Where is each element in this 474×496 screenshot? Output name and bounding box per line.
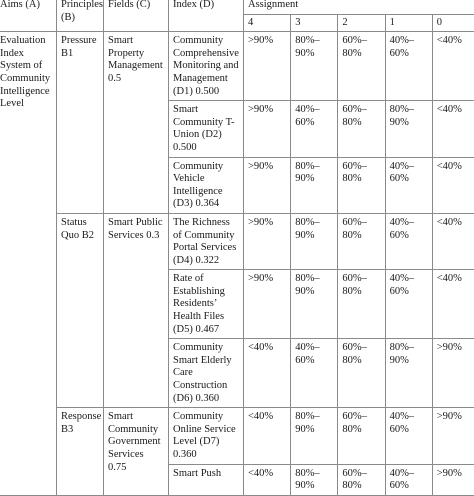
assignment-cell-level-1: 40%–60% [385, 213, 432, 269]
assignment-cell-level-2: 60%–80% [338, 157, 385, 213]
principle-cell: Response B3 [57, 408, 104, 496]
principle-cell: Pressure B1 [57, 32, 104, 214]
assignment-cell-level-2: 60%–80% [338, 270, 385, 339]
header-level-3: 3 [291, 14, 338, 32]
principle-cell: Status Quo B2 [57, 213, 104, 407]
index-cell: Community Vehicle Intelligence (D3) 0.364 [169, 157, 244, 213]
assignment-cell-level-1: 40%–60% [385, 408, 432, 464]
assignment-cell-level-3: 80%–90% [291, 408, 338, 464]
header-level-0: 0 [432, 14, 474, 32]
assignment-cell-level-3: 40%–60% [291, 101, 338, 157]
assignment-cell-level-1: 80%–90% [385, 101, 432, 157]
assignment-cell-level-4: <40% [244, 464, 291, 495]
assignment-cell-level-4: >90% [244, 157, 291, 213]
assignment-cell-level-1: 40%–60% [385, 157, 432, 213]
assignment-cell-level-3: 40%–60% [291, 339, 338, 408]
header-index: Index (D) [169, 0, 244, 32]
assignment-cell-level-4: >90% [244, 101, 291, 157]
assignment-cell-level-1: 80%–90% [385, 339, 432, 408]
index-cell: Smart Community T-Union (D2) 0.500 [169, 101, 244, 157]
assignment-cell-level-0: <40% [432, 32, 474, 101]
header-row [0, 0, 474, 14]
header-aims: Aims (A) [0, 0, 57, 32]
assignment-cell-level-0: <40% [432, 101, 474, 157]
assignment-cell-level-2: 60%–80% [338, 408, 385, 464]
index-cell: The Richness of Community Portal Services (D4) 0.322 [169, 213, 244, 269]
header-assignment: Assignment [244, 0, 474, 14]
assignment-cell-level-1: 40%–60% [385, 32, 432, 101]
assignment-cell-level-4: >90% [244, 32, 291, 101]
header-principles: Principles (B) [57, 0, 104, 32]
assignment-cell-level-2: 60%–80% [338, 339, 385, 408]
field-cell: Smart Community Government Services 0.75 [104, 408, 169, 496]
assignment-cell-level-1: 40%–60% [385, 464, 432, 495]
assignment-cell-level-2: 60%–80% [338, 213, 385, 269]
header-level-1: 1 [385, 14, 432, 32]
assignment-cell-level-3: 80%–90% [291, 157, 338, 213]
assignment-cell-level-0: <40% [432, 270, 474, 339]
index-cell: Community Comprehensive Monitoring and Management (D1) 0.500 [169, 32, 244, 101]
assignment-cell-level-0: <40% [432, 157, 474, 213]
assignment-cell-level-0: >90% [432, 339, 474, 408]
index-cell: Smart Push [169, 464, 244, 495]
assignment-cell-level-0: <40% [432, 213, 474, 269]
header-level-2: 2 [338, 14, 385, 32]
table-row [0, 213, 474, 269]
assignment-cell-level-4: >90% [244, 213, 291, 269]
index-cell: Community Online Service Level (D7) 0.360 [169, 408, 244, 464]
header-level-4: 4 [244, 14, 291, 32]
assignment-cell-level-4: <40% [244, 339, 291, 408]
header-fields: Fields (C) [104, 0, 169, 32]
aim-cell: Evaluation Index System of Community Intelligence Level [0, 32, 57, 496]
assignment-cell-level-2: 60%–80% [338, 464, 385, 495]
index-cell: Community Smart Elderly Care Construction (D6) 0.360 [169, 339, 244, 408]
table-row [0, 408, 474, 464]
assignment-cell-level-3: 80%–90% [291, 270, 338, 339]
field-cell: Smart Property Management 0.5 [104, 32, 169, 214]
assignment-cell-level-3: 80%–90% [291, 32, 338, 101]
assignment-cell-level-2: 60%–80% [338, 101, 385, 157]
assignment-cell-level-0: >90% [432, 408, 474, 464]
assignment-cell-level-0: >90% [432, 464, 474, 495]
assignment-cell-level-1: 40%–60% [385, 270, 432, 339]
assignment-cell-level-2: 60%–80% [338, 32, 385, 101]
assignment-cell-level-4: >90% [244, 270, 291, 339]
assignment-cell-level-3: 80%–90% [291, 464, 338, 495]
assignment-cell-level-3: 80%–90% [291, 213, 338, 269]
table-row [0, 32, 474, 101]
assignment-cell-level-4: <40% [244, 408, 291, 464]
field-cell: Smart Public Services 0.3 [104, 213, 169, 407]
index-cell: Rate of Establishing Residents’ Health Files (D5) 0.467 [169, 270, 244, 339]
